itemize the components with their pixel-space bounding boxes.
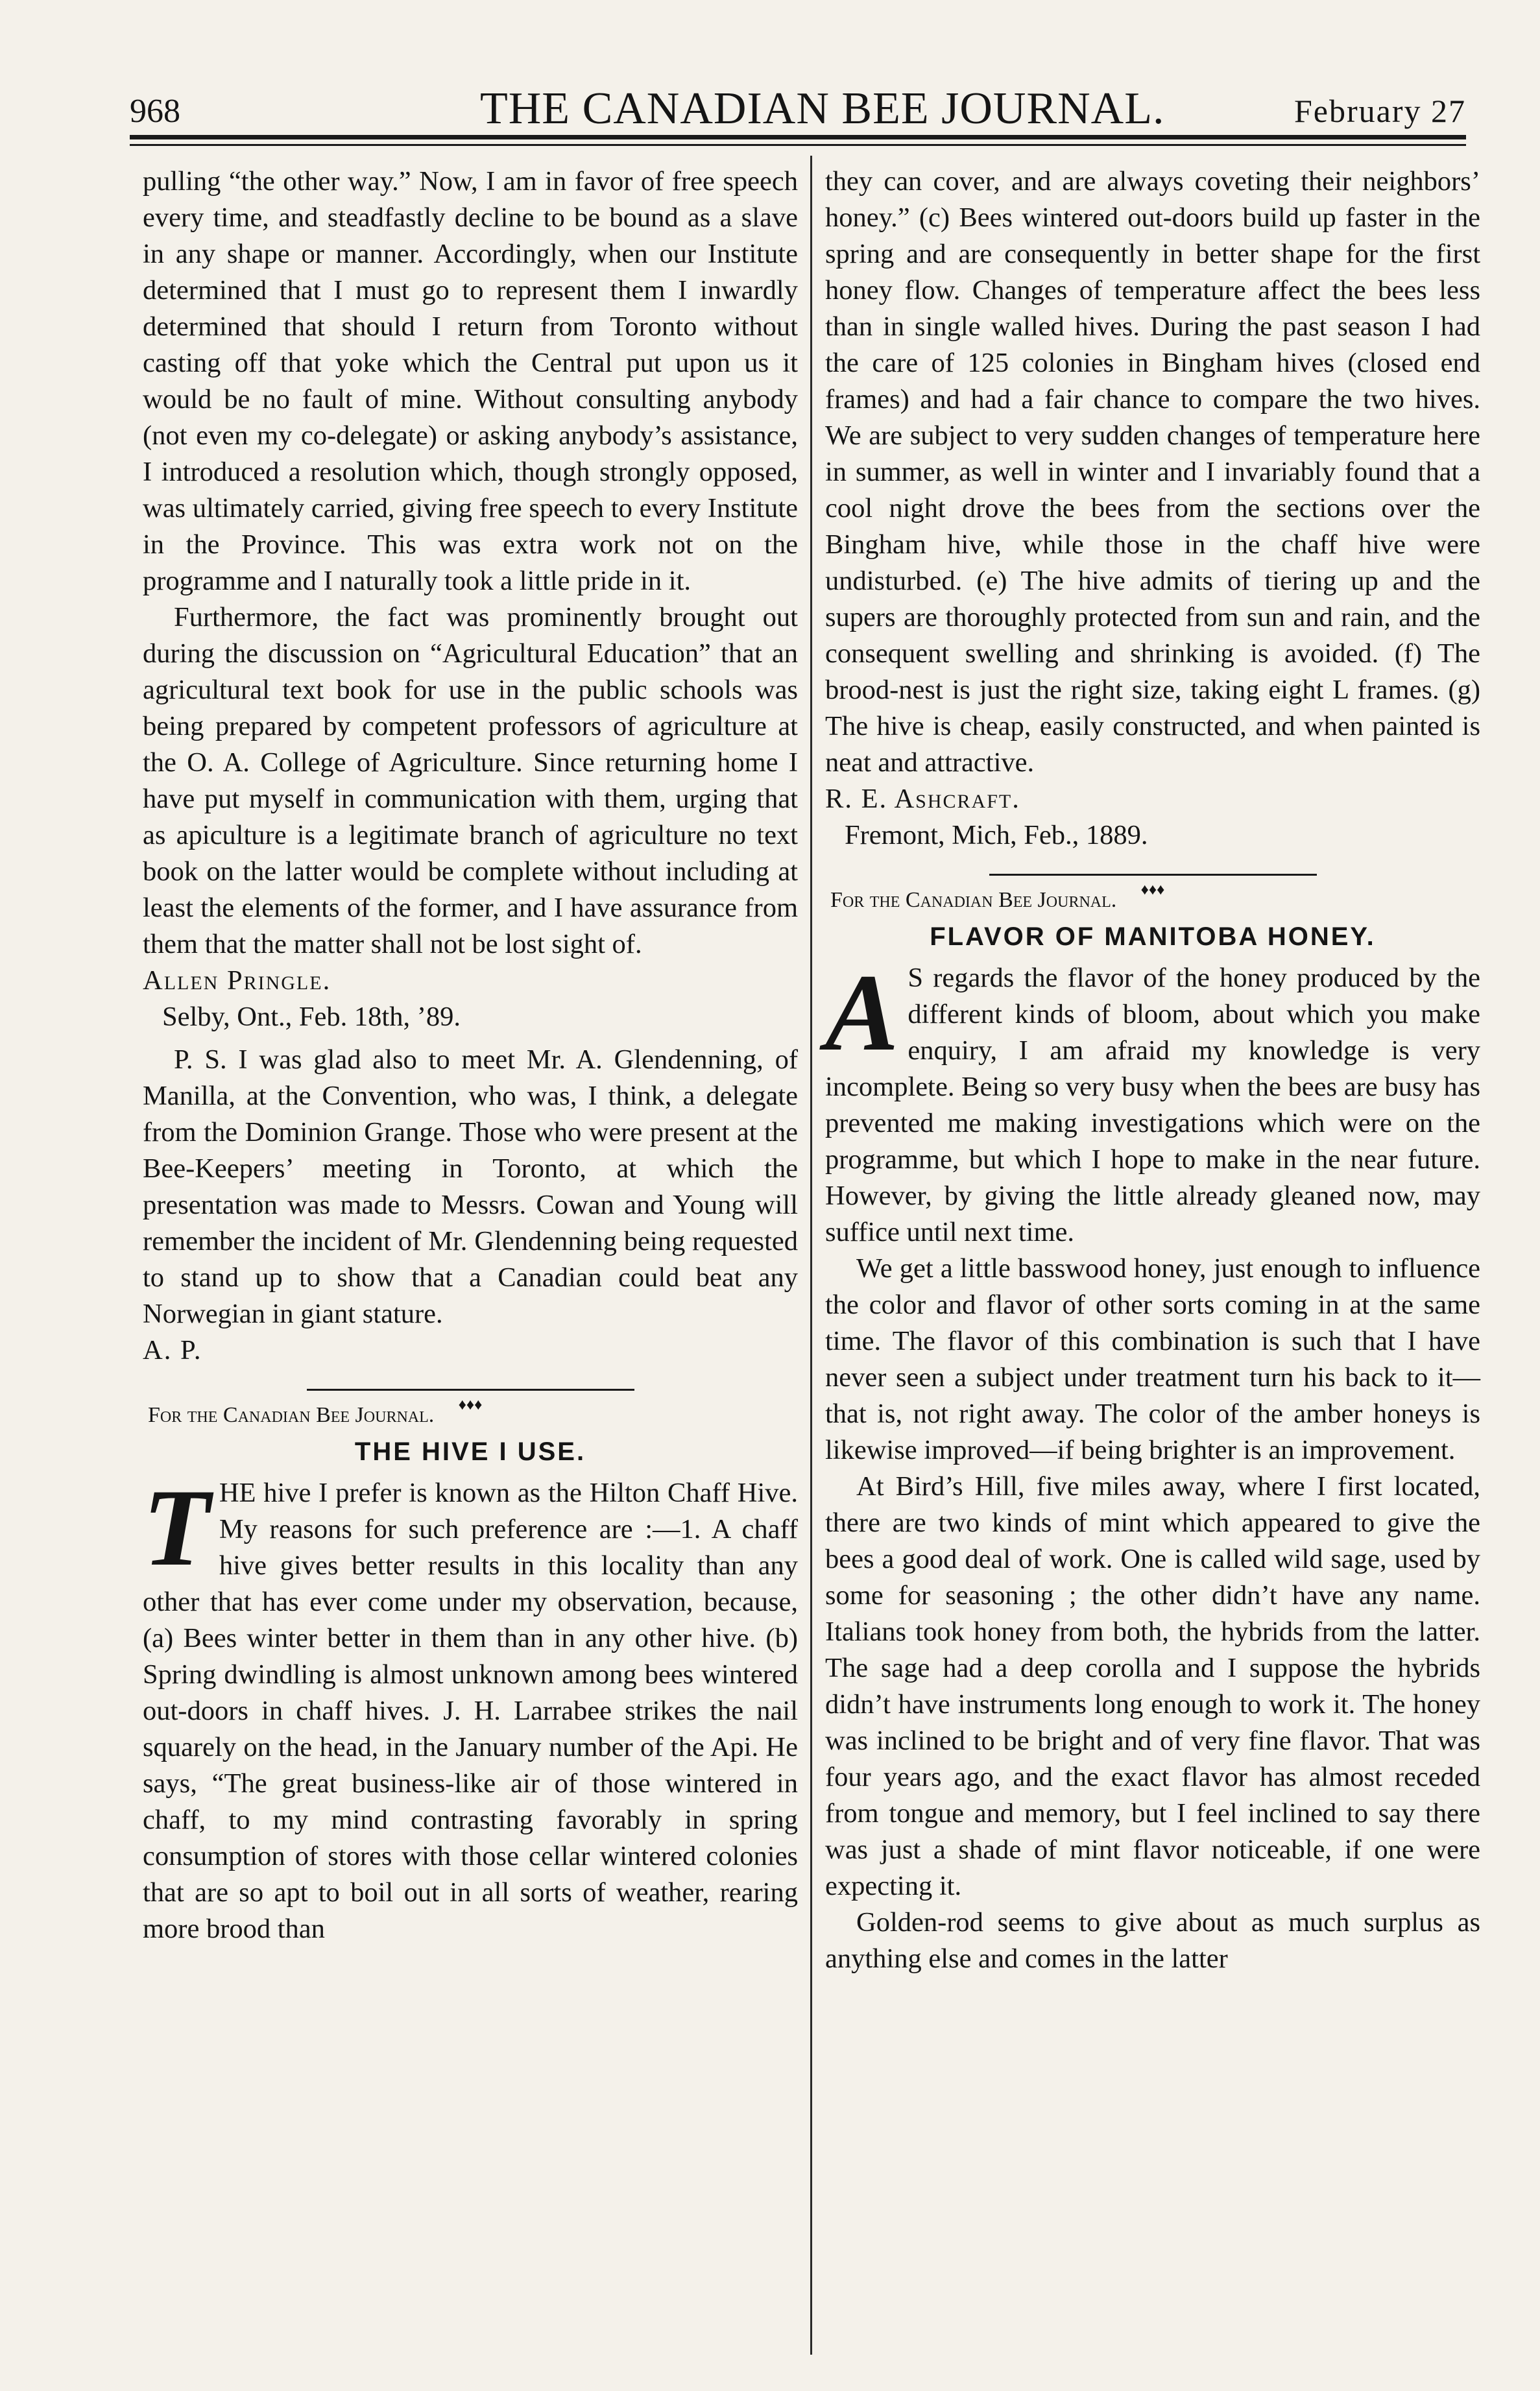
article-body [143, 1467, 798, 1947]
column-divider [810, 156, 812, 2355]
article-title: THE HIVE I USE. [354, 1437, 586, 1466]
paragraph: At Bird’s Hill, five miles away, where I first located, there are two kinds of mint which appeared to give the bees a good deal of work. One is called wild sage, used by some for seasoning ; the other didn’t have any name. Italians took honey from both, the hybrids from the latter. The sage had a deep corolla and I suppose the hybrids didn’t have instruments long enough to work it. The honey was inclined to be bright and of very fine flavor. That was four years ago, and the exact flavor has almost receded from tongue and memory, but I feel inclined to say there was just a shade of mint flavor noticeable, if one were expecting it. [825, 1471, 1480, 1901]
article-text: HE hive I prefer is known as the Hilton Chaff Hive. My reasons for such preference are :—1. A chaff hive gives better results in this locality than any other that has ever come under my observation, because, (a) Bees winter better in them than in any other hive. (b) Spring dwindling is almost unknown among bees wintered out-doors in chaff hives. J. H. Larrabee strikes the nail squarely on the head, in the January number of the Api. He says, “The great business-like air of those wintered in chaff, to my mind contrasting favorably in spring consumption of stores with those cellar wintered colonies that are so apt to boil out in all sorts of weather, rearing more brood than [143, 1478, 798, 1944]
page-header [130, 83, 1466, 135]
header-rule [130, 135, 1466, 139]
journal-title: THE CANADIAN BEE JOURNAL. [480, 84, 1165, 134]
dateline: Fremont, Mich, Feb., 1889. [845, 820, 1148, 850]
left-column [143, 163, 798, 1947]
header-rule-thin [130, 144, 1466, 146]
article-title: FLAVOR OF MANITOBA HONEY. [930, 922, 1376, 951]
paragraph: they can cover, and are always coveting their neighbors’ honey.” (c) Bees wintered out-doors build up faster in the spring and are consequently in better shape for the first honey flow. Changes of temperature affect the bees less than in single walled hives. During the past season I had the care of 125 colonies in Bingham hives (closed end frames) and had a fair chance to compare the two hives. We are subject to very sudden changes of temperature here in summer, as well in winter and I invariably found that a cool night drove the bees from the sections over the Bingham hive, while those in the chaff hive were undisturbed. (e) The hive admits of tiering up and the supers are thoroughly protected from sun and rain, and the consequent swelling and shrinking is avoided. (f) The brood-nest is just the right size, taking eight L frames. (g) The hive is cheap, easily constructed, and when painted is neat and attractive. [825, 166, 1480, 778]
paragraph: pulling “the other way.” Now, I am in favor of free speech every time, and steadfastly decline to be bound as a slave in any shape or manner. Accordingly, when our Institute determined that I must go to represent them I inwardly determined that should I return from Toronto without casting off that yoke which the Central put upon us it would be no fault of mine. Without consulting anybody (not even my co-delegate) or asking anybody’s assistance, I introduced a resolution which, though strongly opposed, was ultimately carried, giving free speech to every Institute in the Province. This was extra work not on the programme and I naturally took a little pride in it. [143, 166, 798, 596]
paragraph: Golden-rod seems to give about as much surplus as anything else and comes in the latter [825, 1907, 1480, 1974]
article-credit: For the Canadian Bee Journal. [830, 888, 1117, 912]
issue-date: February 27 [1294, 93, 1466, 129]
right-column [825, 163, 1480, 1977]
article-credit: For the Canadian Bee Journal. [148, 1403, 435, 1427]
section-divider: ♦♦♦ [143, 1383, 798, 1396]
drop-cap: T [143, 1467, 210, 1589]
postscript: P. S. I was glad also to meet Mr. A. Glendenning, of Manilla, at the Convention, who was, I think, a delegate from the Dominion Grange. Those who were present at the Bee-Keepers’ meeting in Toronto, at which the presentation was made to Messrs. Cowan and Young will remember the incident of Mr. Glendenning being requested to stand up to show that a Canadian could beat any Norwegian in giant stature. [143, 1044, 798, 1329]
postscript-signature: A. P. [143, 1335, 202, 1365]
author-signature: R. E. Ashcraft. [825, 784, 1020, 814]
author-signature: Allen Pringle. [143, 965, 331, 996]
paragraph: Furthermore, the fact was prominently brought out during the discussion on “Agricultural Education” that an agricultural text book for use in the public schools was being prepared by competent professors of agriculture at the O. A. College of Agriculture. Since returning home I have put myself in communication with them, urging that as apiculture is a legitimate branch of agriculture no text book on the latter would be complete without including at least the elements of the former, and I have assurance from them that the matter shall not be lost sight of. [143, 602, 798, 959]
page-number: 968 [130, 93, 180, 130]
article-text: S regards the flavor of the honey produced by the different kinds of bloom, about which you make enquiry, I am afraid my knowledge is very incomplete. Being so very busy when the bees are busy has prevented me making investigations which were on the programme, but which I hope to make in the near future. However, by giving the little already gleaned now, may suffice until next time. [825, 963, 1480, 1247]
dateline: Selby, Ont., Feb. 18th, ’89. [162, 1002, 461, 1032]
section-divider: ♦♦♦ [825, 868, 1480, 881]
drop-cap: A [825, 952, 899, 1074]
paragraph: We get a little basswood honey, just enough to influence the color and flavor of other sorts coming in at the same time. The flavor of this combination is such that I have never seen a subject under treatment turn his back to it—that is, not right away. The color of the amber honeys is likewise improved—if being brighter is an improvement. [825, 1253, 1480, 1465]
article-body [825, 952, 1480, 1251]
